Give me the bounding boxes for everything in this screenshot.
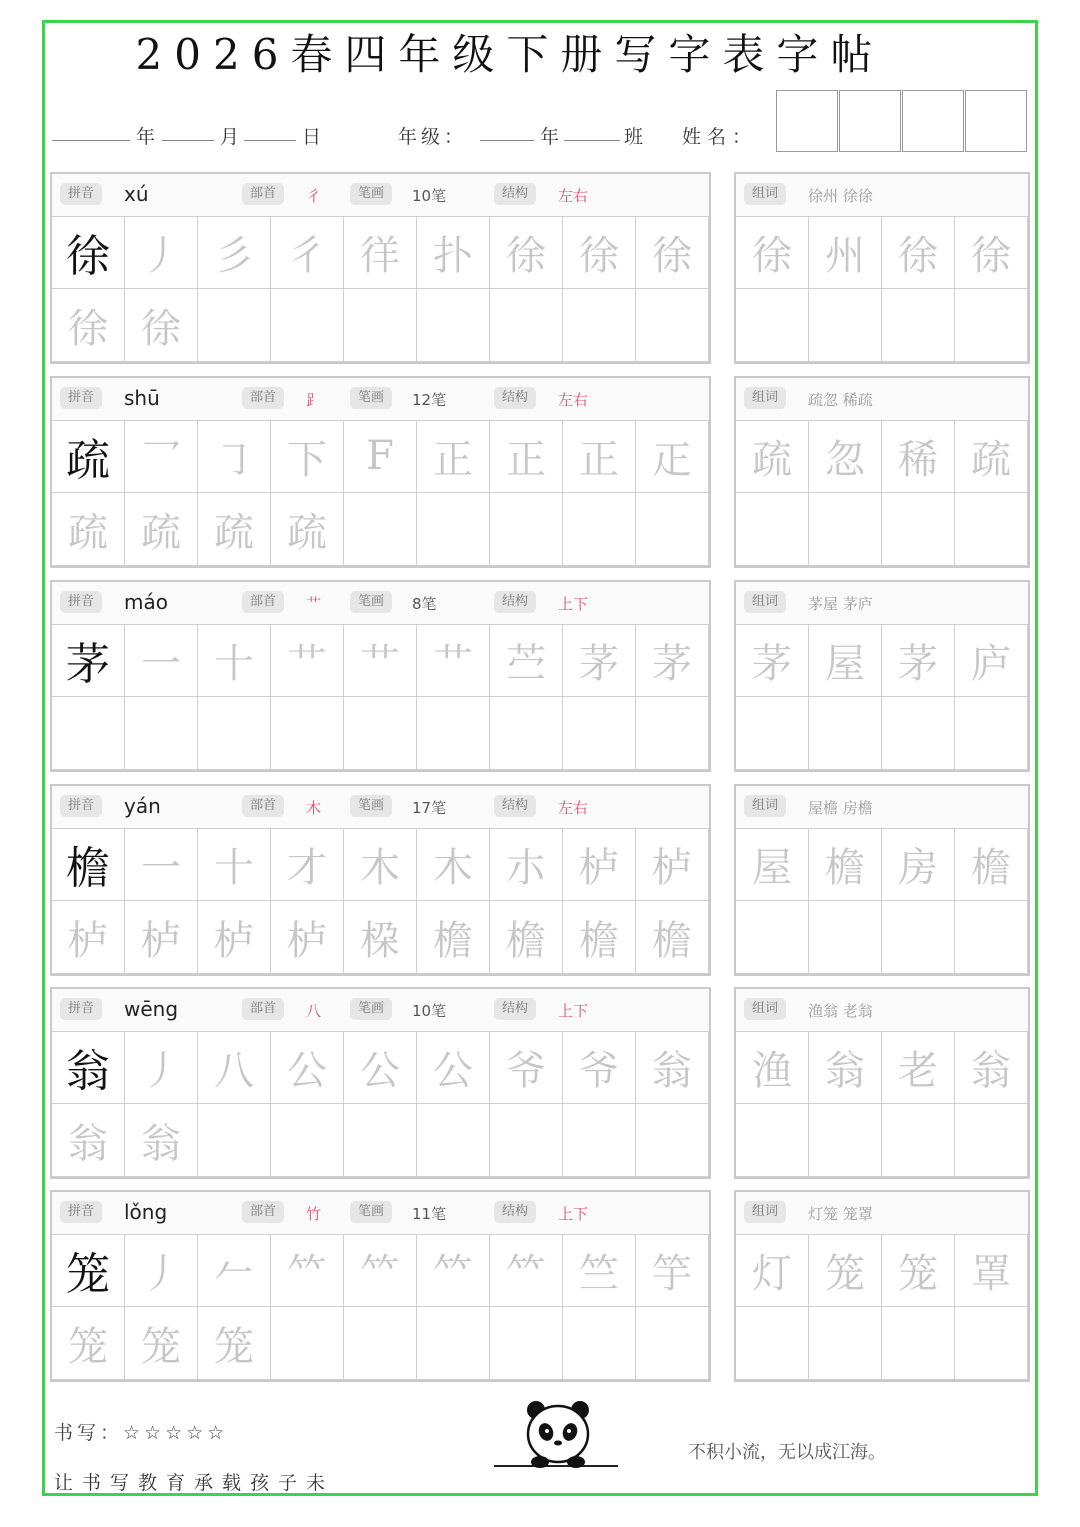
blank-word-cell[interactable] — [736, 289, 809, 362]
blank-word-cell[interactable] — [809, 697, 882, 770]
word-trace-cell[interactable]: 徐 — [882, 216, 955, 289]
stroke-order-cell[interactable]: 苎 — [490, 624, 563, 697]
stroke-order-cell[interactable]: 竽 — [636, 1234, 709, 1307]
pinyin-tag: 拼音 — [60, 591, 102, 613]
strokes-value: 10笔 — [412, 187, 447, 205]
stroke-order-cell[interactable]: 栌 — [198, 901, 271, 974]
word-trace-cell[interactable]: 茅 — [882, 624, 955, 697]
word-practice-panel — [734, 784, 1030, 976]
blank-practice-cell[interactable] — [417, 1307, 490, 1380]
stroke-order-cell[interactable]: 正 — [417, 420, 490, 493]
model-character[interactable]: 茅 — [52, 624, 125, 697]
blank-word-cell[interactable] — [809, 901, 882, 974]
stroke-order-cell[interactable]: 艹 — [271, 624, 344, 697]
char-practice-panel — [50, 376, 711, 568]
stroke-order-cell[interactable]: 𥫗 — [271, 1234, 344, 1307]
stroke-order-cell[interactable]: 茅 — [563, 624, 636, 697]
structure-value: 左右 — [558, 799, 589, 817]
word-trace-cell[interactable]: 疏 — [955, 420, 1028, 493]
word-header — [736, 1192, 1028, 1235]
stroke-order-cell[interactable]: 乛 — [125, 420, 198, 493]
stroke-order-cell[interactable]: 疏 — [198, 493, 271, 566]
radical-tag: 部首 — [242, 1201, 284, 1223]
word-trace-cell[interactable]: 州 — [809, 216, 882, 289]
char-practice-panel — [50, 784, 711, 976]
blank-word-cell[interactable] — [955, 289, 1028, 362]
pinyin-tag: 拼音 — [60, 998, 102, 1020]
stroke-order-cell[interactable]: 檐 — [563, 901, 636, 974]
stroke-order-cell[interactable]: 丿 — [125, 216, 198, 289]
stroke-order-cell[interactable]: 笼 — [52, 1307, 125, 1380]
stroke-order-cell[interactable]: 徐 — [490, 216, 563, 289]
blank-word-cell[interactable] — [882, 289, 955, 362]
stroke-order-cell[interactable]: 木 — [344, 828, 417, 901]
panda-illustration — [494, 1396, 618, 1470]
stroke-order-cell[interactable]: 笼 — [198, 1307, 271, 1380]
strokes-value: 12笔 — [412, 391, 447, 409]
footer-quote: 不积小流，无以成江海。 — [688, 1442, 886, 1463]
word-trace-cell[interactable]: 檐 — [809, 828, 882, 901]
blank-word-cell[interactable] — [736, 493, 809, 566]
pinyin-tag: 拼音 — [60, 387, 102, 409]
blank-word-cell[interactable] — [809, 289, 882, 362]
blank-practice-cell[interactable] — [636, 493, 709, 566]
words-tag: 组词 — [744, 183, 786, 205]
page-title: 2026春四年级下册写字表字帖 — [135, 30, 885, 79]
stroke-order-cell[interactable]: 徉 — [344, 216, 417, 289]
structure-tag: 结构 — [494, 387, 536, 409]
blank-practice-cell[interactable] — [636, 289, 709, 362]
blank-word-cell[interactable] — [955, 697, 1028, 770]
char-practice-panel — [50, 580, 711, 772]
stroke-order-cell[interactable]: 𥫗 — [417, 1234, 490, 1307]
blank-practice-cell[interactable] — [490, 1104, 563, 1177]
stroke-order-cell[interactable]: 疏 — [125, 493, 198, 566]
stroke-order-cell[interactable]: 彳 — [271, 216, 344, 289]
pinyin-value: lǒng — [124, 1200, 168, 1224]
structure-value: 左右 — [558, 391, 589, 409]
blank-practice-cell[interactable] — [563, 493, 636, 566]
stroke-order-cell[interactable]: 公 — [344, 1031, 417, 1104]
word-practice-panel — [734, 376, 1030, 568]
radical-tag: 部首 — [242, 387, 284, 409]
char-practice-panel — [50, 987, 711, 1179]
blank-practice-cell[interactable] — [417, 1104, 490, 1177]
stroke-order-cell[interactable]: 艹 — [344, 624, 417, 697]
stroke-order-cell[interactable]: ㇆ — [198, 420, 271, 493]
blank-word-cell[interactable] — [955, 901, 1028, 974]
stroke-order-cell[interactable]: 才 — [271, 828, 344, 901]
blank-practice-cell[interactable] — [344, 697, 417, 770]
char-practice-panel — [50, 172, 711, 364]
stroke-order-cell[interactable]: 八 — [198, 1031, 271, 1104]
model-character[interactable]: 疏 — [52, 420, 125, 493]
stroke-order-cell[interactable]: 木 — [417, 828, 490, 901]
words-tag: 组词 — [744, 387, 786, 409]
blank-practice-cell[interactable] — [271, 1104, 344, 1177]
char-info-header — [52, 582, 709, 625]
words-tag: 组词 — [744, 998, 786, 1020]
words-tag: 组词 — [744, 795, 786, 817]
word-trace-cell[interactable]: 罩 — [955, 1234, 1028, 1307]
pinyin-tag: 拼音 — [60, 183, 102, 205]
stroke-order-cell[interactable]: 笼 — [125, 1307, 198, 1380]
word-trace-cell[interactable]: 忽 — [809, 420, 882, 493]
stroke-order-cell[interactable]: F — [344, 420, 417, 493]
strokes-value: 10笔 — [412, 1002, 447, 1020]
blank-practice-cell[interactable] — [490, 289, 563, 362]
day-blank[interactable] — [244, 118, 296, 141]
blank-practice-cell[interactable] — [417, 493, 490, 566]
writing-rating — [54, 1418, 228, 1445]
stroke-order-cell[interactable]: 栌 — [636, 828, 709, 901]
blank-practice-cell[interactable] — [344, 493, 417, 566]
blank-practice-cell[interactable] — [271, 697, 344, 770]
blank-practice-cell[interactable] — [198, 289, 271, 362]
radical-value: 竹 — [306, 1205, 322, 1223]
year-blank[interactable] — [52, 118, 130, 141]
blank-word-cell[interactable] — [809, 1104, 882, 1177]
char-practice-panel — [50, 1190, 711, 1382]
blank-practice-cell[interactable] — [563, 1307, 636, 1380]
stroke-order-cell[interactable]: 扑 — [417, 216, 490, 289]
blank-practice-cell[interactable] — [125, 697, 198, 770]
stroke-order-cell[interactable]: 丿 — [125, 1031, 198, 1104]
stroke-order-cell[interactable]: 彡 — [198, 216, 271, 289]
word-practice-panel — [734, 580, 1030, 772]
strokes-tag: 笔画 — [350, 795, 392, 817]
structure-tag: 结构 — [494, 998, 536, 1020]
word-practice-panel — [734, 987, 1030, 1179]
blank-word-cell[interactable] — [736, 901, 809, 974]
grade-suffix: 年 — [540, 126, 560, 148]
name-box[interactable] — [965, 90, 1027, 152]
word-trace-cell[interactable]: 灯 — [736, 1234, 809, 1307]
words-tag: 组词 — [744, 591, 786, 613]
rating-stars[interactable]: ☆☆☆☆☆ — [123, 1422, 229, 1444]
stroke-order-cell[interactable]: 公 — [271, 1031, 344, 1104]
radical-tag: 部首 — [242, 998, 284, 1020]
word-trace-cell[interactable]: 笼 — [882, 1234, 955, 1307]
pinyin-tag: 拼音 — [60, 1201, 102, 1223]
stroke-order-cell[interactable]: 丿 — [125, 1234, 198, 1307]
blank-word-cell[interactable] — [882, 1307, 955, 1380]
stroke-order-cell[interactable]: 徐 — [563, 216, 636, 289]
stroke-order-cell[interactable]: 徐 — [636, 216, 709, 289]
stroke-order-cell[interactable]: 爷 — [563, 1031, 636, 1104]
grade-label: 年级： — [398, 126, 468, 148]
blank-practice-cell[interactable] — [563, 1104, 636, 1177]
stroke-order-cell[interactable]: 𥫗 — [344, 1234, 417, 1307]
word-header — [736, 174, 1028, 217]
stroke-order-cell[interactable]: 公 — [417, 1031, 490, 1104]
word-trace-cell[interactable]: 渔 — [736, 1031, 809, 1104]
stroke-order-cell[interactable]: 十 — [198, 828, 271, 901]
year-label: 年 — [136, 126, 156, 148]
stroke-order-cell[interactable]: 桗 — [344, 901, 417, 974]
blank-word-cell[interactable] — [882, 697, 955, 770]
model-character[interactable]: 翁 — [52, 1031, 125, 1104]
model-character[interactable]: 徐 — [52, 216, 125, 289]
words-value: 灯笼 笼罩 — [808, 1205, 873, 1223]
stroke-order-cell[interactable]: 𥫗 — [490, 1234, 563, 1307]
blank-practice-cell[interactable] — [417, 697, 490, 770]
structure-tag: 结构 — [494, 1201, 536, 1223]
word-header — [736, 582, 1028, 625]
stroke-order-cell[interactable]: 翁 — [125, 1104, 198, 1177]
stroke-order-cell[interactable]: 一 — [125, 828, 198, 901]
pinyin-value: xú — [124, 182, 149, 206]
writing-label: 书写： — [54, 1422, 124, 1444]
structure-value: 上下 — [558, 1002, 589, 1020]
pinyin-value: wēng — [124, 997, 179, 1021]
name-label: 姓名： — [682, 126, 758, 148]
char-info-header — [52, 378, 709, 421]
pinyin-value: máo — [124, 590, 168, 614]
structure-value: 上下 — [558, 595, 589, 613]
structure-value: 左右 — [558, 187, 589, 205]
model-character[interactable]: 笼 — [52, 1234, 125, 1307]
stroke-order-cell[interactable]: 朩 — [490, 828, 563, 901]
name-box[interactable] — [839, 90, 901, 152]
stroke-order-cell[interactable]: 檐 — [490, 901, 563, 974]
blank-practice-cell[interactable] — [344, 289, 417, 362]
word-trace-cell[interactable]: 屋 — [736, 828, 809, 901]
blank-practice-cell[interactable] — [198, 697, 271, 770]
blank-word-cell[interactable] — [882, 1104, 955, 1177]
word-trace-cell[interactable]: 笼 — [809, 1234, 882, 1307]
char-info-header — [52, 786, 709, 829]
class-label: 班 — [624, 126, 644, 148]
name-box[interactable] — [776, 90, 838, 152]
stroke-order-cell[interactable]: 栌 — [563, 828, 636, 901]
stroke-order-cell[interactable]: 翁 — [636, 1031, 709, 1104]
word-trace-cell[interactable]: 翁 — [809, 1031, 882, 1104]
stroke-order-cell[interactable]: 疏 — [52, 493, 125, 566]
strokes-tag: 笔画 — [350, 387, 392, 409]
blank-word-cell[interactable] — [882, 901, 955, 974]
strokes-tag: 笔画 — [350, 1201, 392, 1223]
grade-blank[interactable] — [480, 118, 534, 141]
strokes-value: 17笔 — [412, 799, 447, 817]
stroke-order-cell[interactable]: 一 — [125, 624, 198, 697]
char-info-header — [52, 174, 709, 217]
footer-motto: 让书写教育承载孩子未 — [54, 1472, 335, 1494]
word-trace-cell[interactable]: 徐 — [955, 216, 1028, 289]
blank-practice-cell[interactable] — [344, 1104, 417, 1177]
stroke-order-cell[interactable]: 檐 — [636, 901, 709, 974]
structure-tag: 结构 — [494, 183, 536, 205]
blank-practice-cell[interactable] — [490, 697, 563, 770]
blank-practice-cell[interactable] — [636, 1104, 709, 1177]
radical-value: ⻊ — [306, 391, 322, 409]
char-info-header — [52, 989, 709, 1032]
blank-practice-cell[interactable] — [198, 1104, 271, 1177]
radical-tag: 部首 — [242, 183, 284, 205]
strokes-value: 8笔 — [412, 595, 437, 613]
stroke-order-cell[interactable]: 栌 — [52, 901, 125, 974]
blank-word-cell[interactable] — [736, 1104, 809, 1177]
stroke-order-cell[interactable]: 下 — [271, 420, 344, 493]
word-header — [736, 786, 1028, 829]
blank-practice-cell[interactable] — [636, 697, 709, 770]
word-trace-cell[interactable]: 屋 — [809, 624, 882, 697]
blank-practice-cell[interactable] — [271, 289, 344, 362]
blank-word-cell[interactable] — [736, 1307, 809, 1380]
month-label: 月 — [220, 126, 240, 148]
pinyin-value: shū — [124, 386, 160, 410]
stroke-order-cell[interactable]: 爷 — [490, 1031, 563, 1104]
strokes-tag: 笔画 — [350, 998, 392, 1020]
char-info-header — [52, 1192, 709, 1235]
stroke-order-cell[interactable]: 十 — [198, 624, 271, 697]
month-blank[interactable] — [162, 118, 214, 141]
words-value: 疏忽 稀疏 — [808, 391, 873, 409]
words-value: 茅屋 茅庐 — [808, 595, 873, 613]
blank-practice-cell[interactable] — [563, 289, 636, 362]
stroke-order-cell[interactable]: 栌 — [271, 901, 344, 974]
word-header — [736, 989, 1028, 1032]
radical-value: 八 — [306, 1002, 322, 1020]
word-trace-cell[interactable]: 茅 — [736, 624, 809, 697]
blank-practice-cell[interactable] — [417, 289, 490, 362]
blank-word-cell[interactable] — [955, 1307, 1028, 1380]
pinyin-value: yán — [124, 794, 161, 818]
word-header — [736, 378, 1028, 421]
stroke-order-cell[interactable]: 檐 — [417, 901, 490, 974]
blank-practice-cell[interactable] — [636, 1307, 709, 1380]
stroke-order-cell[interactable]: 正 — [490, 420, 563, 493]
strokes-tag: 笔画 — [350, 183, 392, 205]
strokes-value: 11笔 — [412, 1205, 447, 1223]
blank-practice-cell[interactable] — [52, 697, 125, 770]
stroke-order-cell[interactable]: 徐 — [52, 289, 125, 362]
stroke-order-cell[interactable]: 𤴓 — [636, 420, 709, 493]
word-trace-cell[interactable]: 翁 — [955, 1031, 1028, 1104]
word-trace-cell[interactable]: 老 — [882, 1031, 955, 1104]
word-trace-cell[interactable]: 庐 — [955, 624, 1028, 697]
word-trace-cell[interactable]: 稀 — [882, 420, 955, 493]
blank-practice-cell[interactable] — [563, 697, 636, 770]
words-value: 渔翁 老翁 — [808, 1002, 873, 1020]
words-value: 屋檐 房檐 — [808, 799, 873, 817]
radical-value: 彳 — [306, 187, 322, 205]
blank-practice-cell[interactable] — [490, 493, 563, 566]
radical-value: 艹 — [306, 595, 322, 613]
word-practice-panel — [734, 172, 1030, 364]
stroke-order-cell[interactable]: 竺 — [563, 1234, 636, 1307]
stroke-order-cell[interactable]: 栌 — [125, 901, 198, 974]
radical-tag: 部首 — [242, 591, 284, 613]
word-trace-cell[interactable]: 檐 — [955, 828, 1028, 901]
blank-word-cell[interactable] — [955, 493, 1028, 566]
stroke-order-cell[interactable]: 徐 — [125, 289, 198, 362]
structure-tag: 结构 — [494, 795, 536, 817]
stroke-order-cell[interactable]: 艹 — [417, 624, 490, 697]
stroke-order-cell[interactable]: 疏 — [271, 493, 344, 566]
blank-practice-cell[interactable] — [344, 1307, 417, 1380]
blank-word-cell[interactable] — [809, 493, 882, 566]
word-practice-panel — [734, 1190, 1030, 1382]
blank-word-cell[interactable] — [955, 1104, 1028, 1177]
blank-practice-cell[interactable] — [490, 1307, 563, 1380]
blank-word-cell[interactable] — [882, 493, 955, 566]
model-character[interactable]: 檐 — [52, 828, 125, 901]
strokes-tag: 笔画 — [350, 591, 392, 613]
class-blank[interactable] — [564, 118, 620, 141]
structure-value: 上下 — [558, 1205, 589, 1223]
name-boxes — [776, 90, 1028, 152]
words-tag: 组词 — [744, 1201, 786, 1223]
blank-practice-cell[interactable] — [271, 1307, 344, 1380]
stroke-order-cell[interactable]: 翁 — [52, 1104, 125, 1177]
stroke-order-cell[interactable]: 𠂉 — [198, 1234, 271, 1307]
blank-word-cell[interactable] — [809, 1307, 882, 1380]
words-value: 徐州 徐徐 — [808, 187, 873, 205]
stroke-order-cell[interactable]: 茅 — [636, 624, 709, 697]
word-trace-cell[interactable]: 房 — [882, 828, 955, 901]
pinyin-tag: 拼音 — [60, 795, 102, 817]
radical-tag: 部首 — [242, 795, 284, 817]
word-trace-cell[interactable]: 徐 — [736, 216, 809, 289]
date-class-name-row — [50, 118, 770, 154]
structure-tag: 结构 — [494, 591, 536, 613]
word-trace-cell[interactable]: 疏 — [736, 420, 809, 493]
blank-word-cell[interactable] — [736, 697, 809, 770]
radical-value: 木 — [306, 799, 322, 817]
name-box[interactable] — [902, 90, 964, 152]
day-label: 日 — [302, 126, 322, 148]
stroke-order-cell[interactable]: 正 — [563, 420, 636, 493]
